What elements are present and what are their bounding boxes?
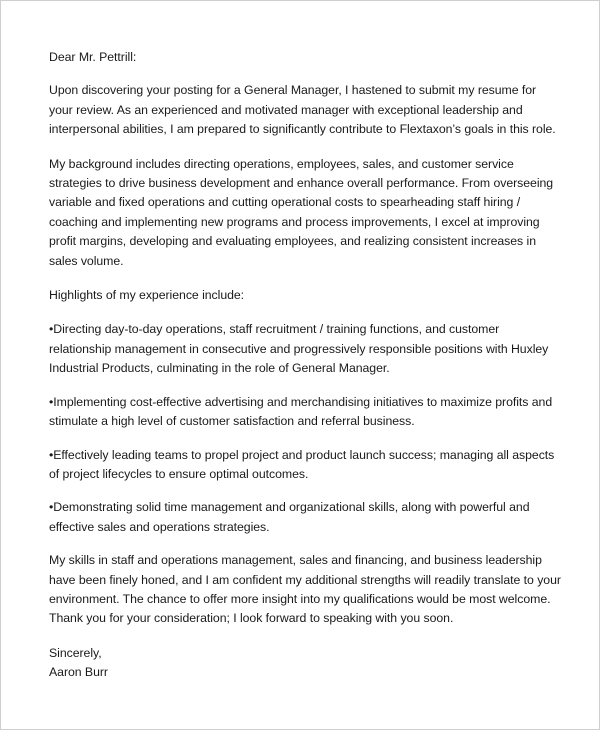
letter-body (49, 48, 561, 683)
bullet-item: •Directing day-to-day operations, staff recruitment / training functions, and customer relationship management in consecutive and progressively responsible positions with Huxley Industrial Products, culminating in the role of General Manager. (49, 322, 549, 376)
salutation: Dear Mr. Pettrill: (49, 50, 137, 64)
paragraph-closing: My skills in staff and operations management, sales and financing, and business leadership have been finely honed, and I am confident my additional strengths will readily translate to your environment. The chance to offer more insight into my qualifications would be most welcome. Thank you for your consideration; I look forward to speaking with you soon. (49, 553, 561, 626)
signature-name: Aaron Burr (49, 665, 108, 680)
bullet-item: •Demonstrating solid time management and organizational skills, along with powerful and effective sales and operations strategies. (49, 500, 530, 534)
highlights-heading: Highlights of my experience include: (49, 288, 245, 303)
signoff: Sincerely, (49, 645, 102, 660)
bullet-item: •Effectively leading teams to propel project and product launch success; managing all aspects of project lifecycles to ensure optimal outcomes. (49, 447, 555, 481)
bullet-item: •Implementing cost-effective advertising and merchandising initiatives to maximize profits and stimulate a high level of customer satisfaction and referral business. (49, 394, 553, 429)
paragraph-background: My background includes directing operations, employees, sales, and customer service strategies to drive business development and enhance overall performance. From overseeing variable and fixed operations and cutting operational costs to spearheading staff hiring / coaching and implementing new programs and process improvements, I excel at improving profit margins, developing and evaluating employees, and realizing consistent increases in sales volume. (49, 156, 554, 268)
paragraph-intro: Upon discovering your posting for a General Manager, I hastened to submit my resume for your review. As an experienced and motivated manager with exceptional leadership and interpersonal abilities, I am prepared to significantly contribute to Flextaxon’s goals in this role. (49, 83, 556, 137)
